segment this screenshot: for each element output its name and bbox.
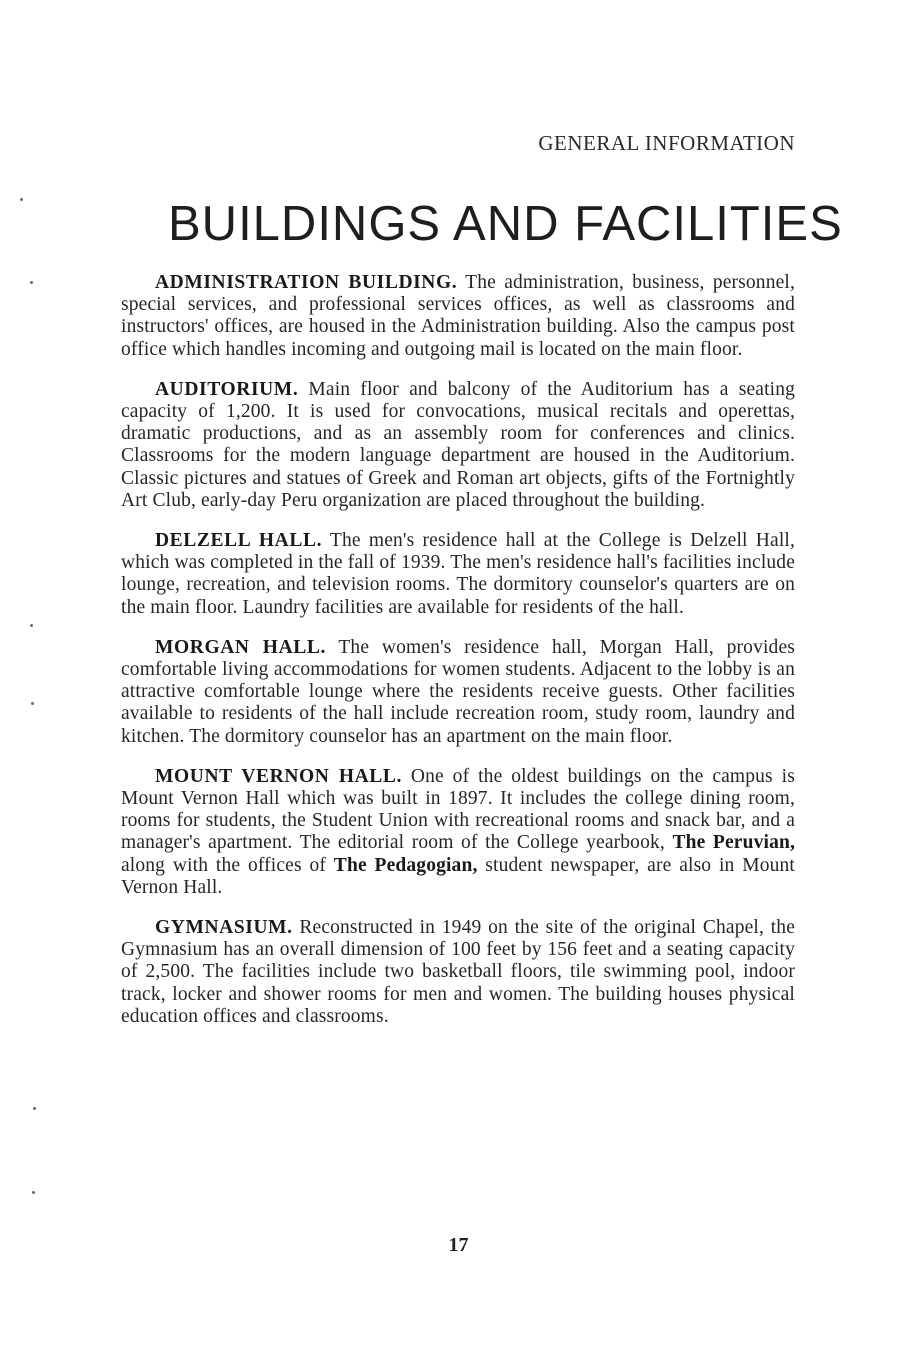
entry-heading: AUDITORIUM. [155,378,299,400]
scan-speck [30,281,33,284]
entry-administration-building [121,272,795,361]
scan-speck [31,702,34,705]
newspaper-title: The Pedagogian, [333,854,478,876]
entry-text: along with the offices of [121,854,327,876]
entry-gymnasium [121,917,795,1028]
entry-delzell-hall [121,530,795,619]
entry-text: One of the oldest buildings on the campus is Mount Vernon Hall which was built in 1897. It includes the college dining room, rooms for students, the Student Union with recreational rooms and snack bar, and a manager's apartment. The editorial room of the College yearbook, [121,765,795,854]
entry-heading: GYMNASIUM. [155,917,293,939]
scan-speck [20,198,23,201]
page-number: 17 [448,1234,469,1256]
entry-text: Main floor and balcony of the Auditorium has a seating capacity of 1,200. It is used for convocations, musical recitals and operettas, dramatic productions, and as an assembly room for conferences and clinics. Classrooms for the modern language department are housed in the Auditorium. Classic pictures and statues of Greek and Roman art objects, gifts of the Fortnightly Art Club, early-day Peru organization are placed throughout the building. [121,378,796,511]
yearbook-title: The Peruvian, [672,832,795,854]
entry-heading: DELZELL HALL. [155,530,323,552]
entry-mount-vernon-hall [121,766,795,899]
scan-speck [33,1107,36,1110]
scan-speck [32,1191,35,1194]
scan-speck [30,624,33,627]
running-head: GENERAL INFORMATION [538,131,795,155]
entry-text: The men's residence hall at the College is Delzell Hall, which was completed in the fall of 1939. The men's residence hall's facilities include lounge, recreation, and television rooms. The dormitory counselor's quarters are on the main floor. Laundry facilities are available for residents of the hall. [121,530,795,618]
body-text [121,272,795,1046]
entry-text: Reconstructed in 1949 on the site of the original Chapel, the Gymnasium has an overall dimension of 100 feet by 156 feet and a seating capacity of 2,500. The facilities include two basketball floors, tile swimming pool, indoor track, locker and shower rooms for men and women. The building houses physical education offices and classrooms. [121,917,795,1027]
page-title: BUILDINGS AND FACILITIES [168,197,843,251]
entry-auditorium [121,379,795,512]
entry-text: The women's residence hall, Morgan Hall, provides comfortable living accommodations for women students. Adjacent to the lobby is an attractive comfortable lounge where the residents receive guests. Other facilities available to residents of the hall include recreation room, study room, laundry and kitchen. The dormitory counselor has an apartment on the main floor. [121,636,795,747]
entry-heading: ADMINISTRATION BUILDING. [155,272,458,293]
entry-text: student newspaper, are also in Mount Vernon Hall. [121,854,795,898]
entry-heading: MORGAN HALL. [155,636,326,658]
entry-morgan-hall [121,637,795,748]
entry-heading: MOUNT VERNON HALL. [155,765,402,787]
entry-text: The administration, business, personnel, special services, and professional services offices, as well as classrooms and instructors' offices, are housed in the Administration building. Also the campus post office which handles incoming and outgoing mail is located on the main floor. [121,272,795,360]
